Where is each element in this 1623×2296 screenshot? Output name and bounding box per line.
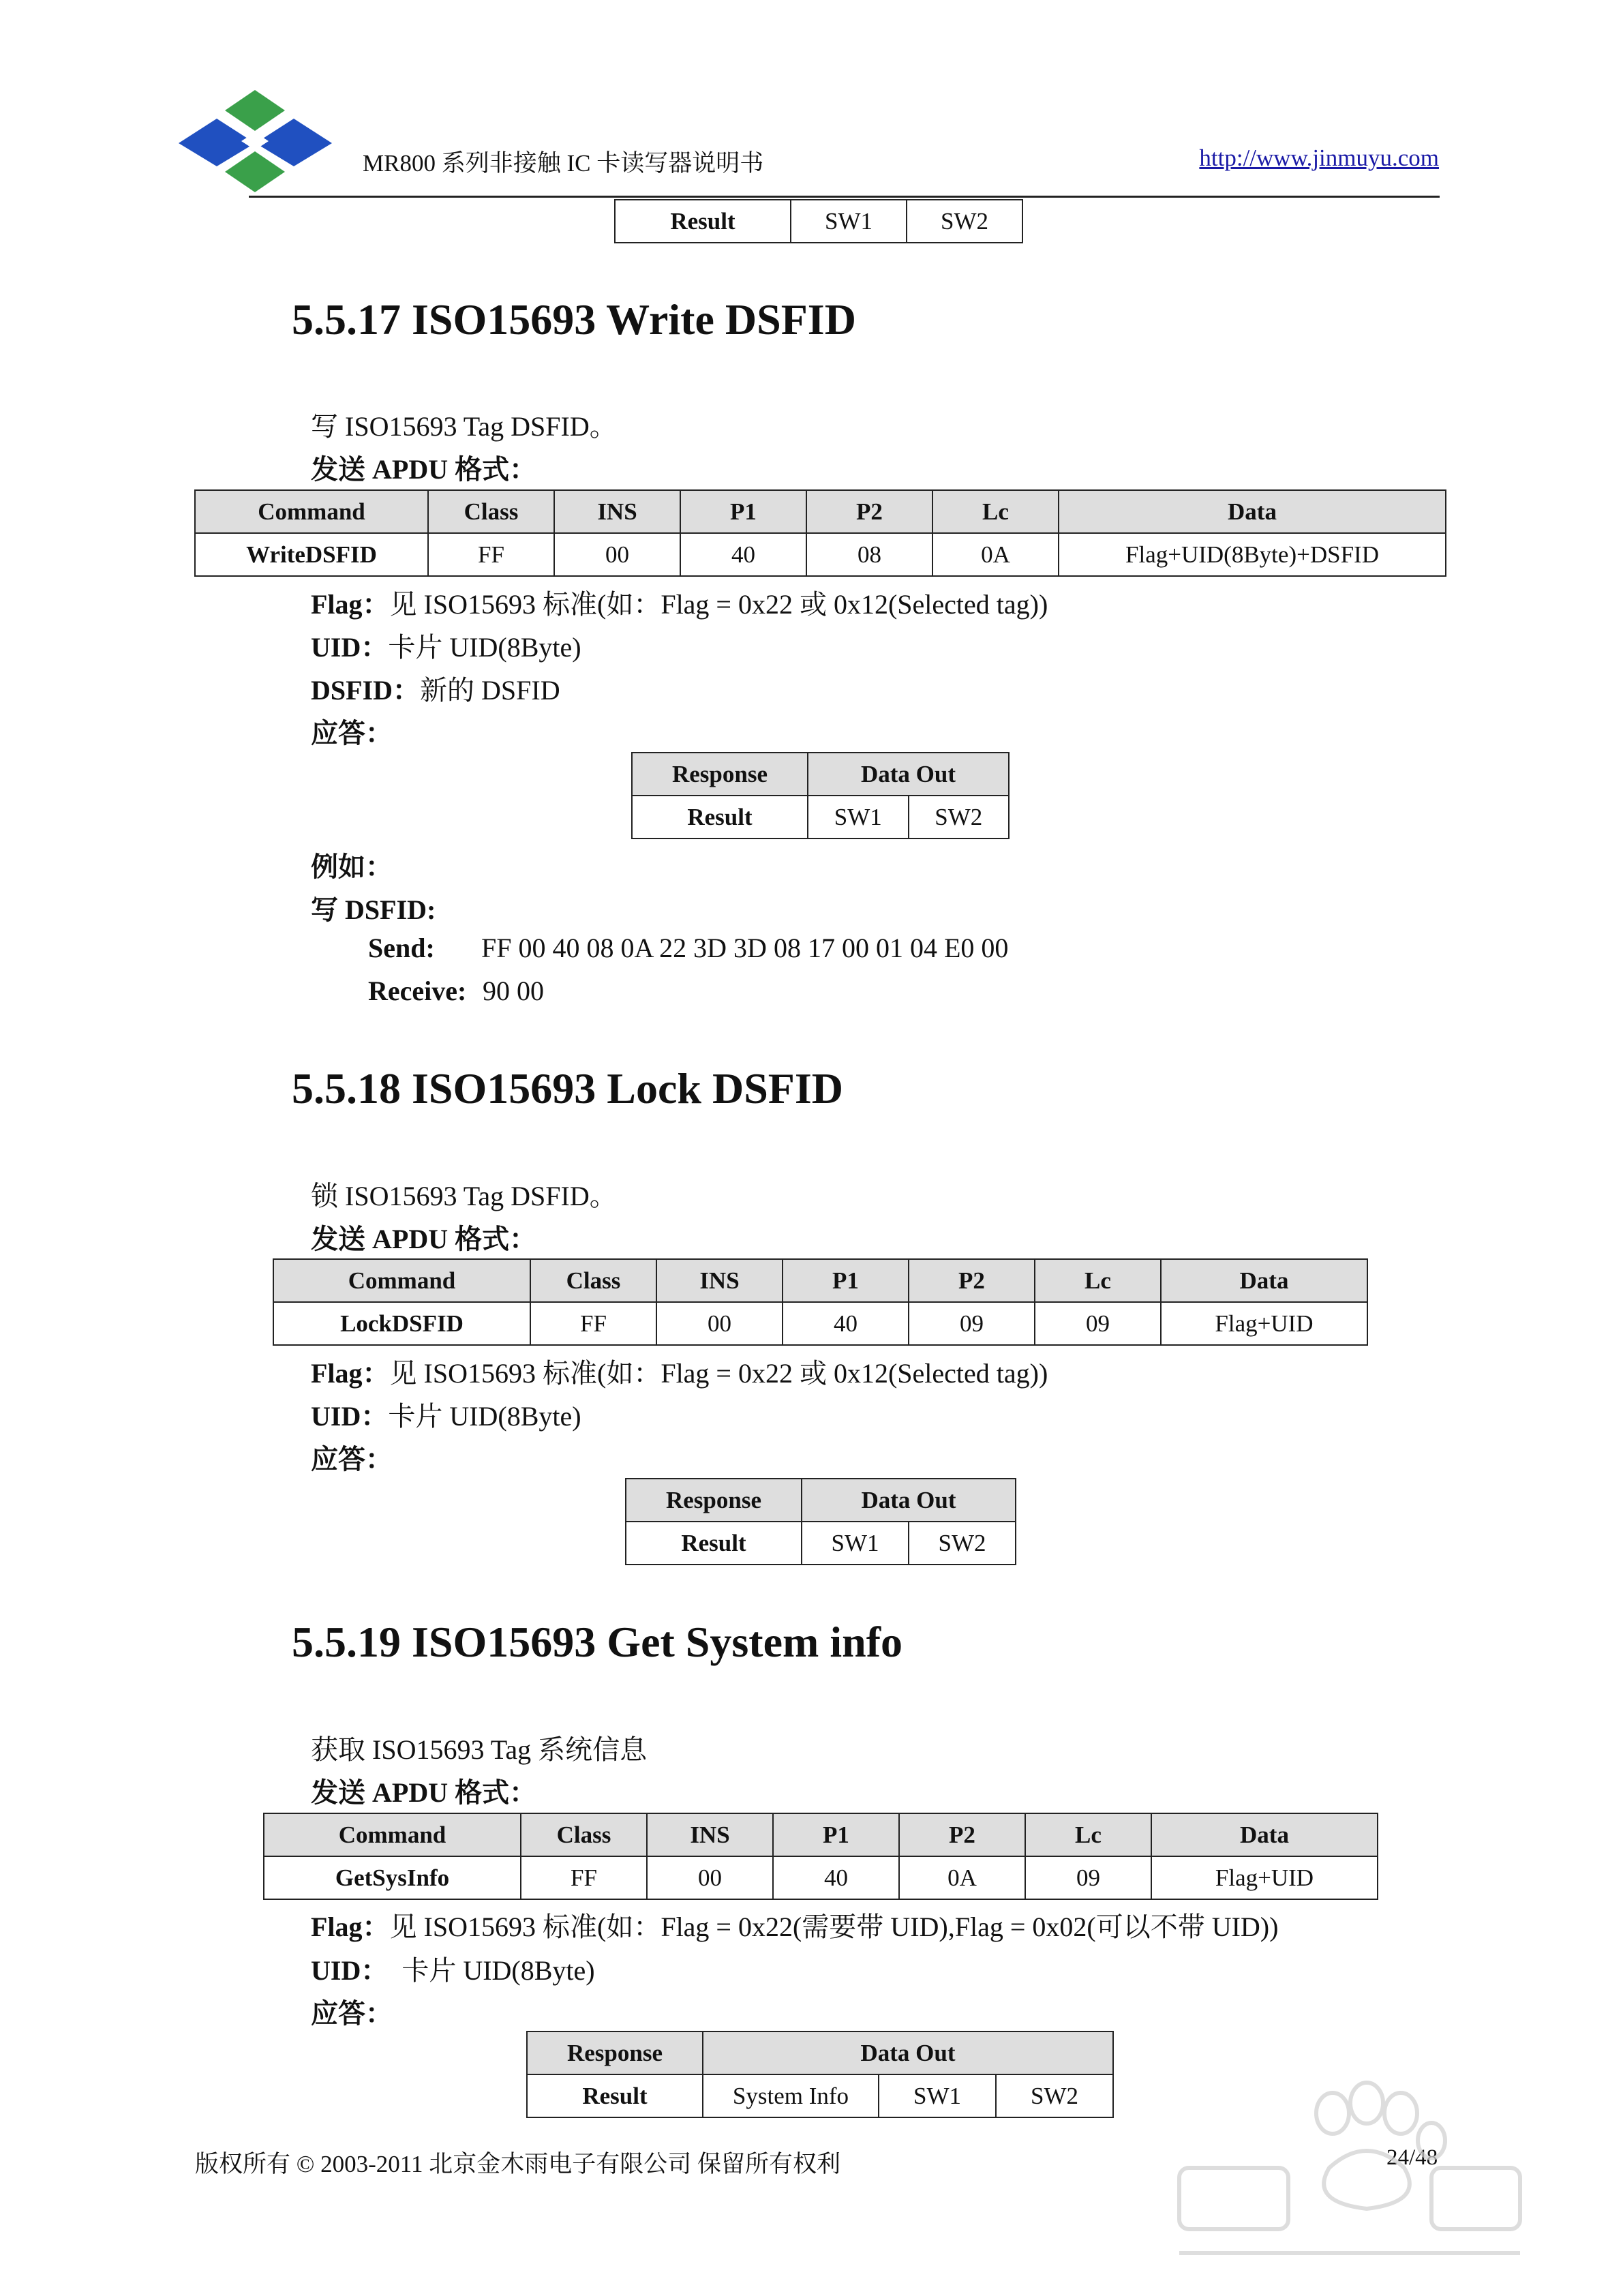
example-label: 例如： — [311, 851, 393, 882]
response-table — [526, 2031, 1114, 2118]
header-rule — [249, 196, 1440, 198]
response-label: 应答： — [311, 1998, 393, 2029]
param-flag: Flag：见 ISO15693 标准(如：Flag = 0x22 或 0x12(Selected tag)) — [311, 1358, 1048, 1389]
column-header: INS — [647, 1813, 773, 1856]
table-cell: 09 — [1035, 1302, 1161, 1345]
send-value: FF 00 40 08 0A 22 3D 3D 08 17 00 01 04 E0 00 — [481, 933, 1009, 963]
table-cell: System Info — [703, 2074, 879, 2117]
column-header: P1 — [773, 1813, 899, 1856]
column-header: Data Out — [703, 2031, 1113, 2074]
table-cell: 0A — [899, 1856, 1025, 1899]
response-table — [625, 1478, 1016, 1565]
column-header: P2 — [899, 1813, 1025, 1856]
table-cell: 40 — [680, 533, 806, 576]
footer-copyright: 版权所有 © 2003-2011 北京金木雨电子有限公司 保留所有权利 — [195, 2151, 840, 2177]
command-table — [263, 1813, 1378, 1900]
column-header: Data Out — [808, 753, 1009, 796]
apdu-label: 发送 APDU 格式： — [311, 454, 537, 485]
table-cell: Result — [626, 1522, 802, 1565]
column-header: P2 — [806, 490, 932, 533]
table-cell: 09 — [909, 1302, 1035, 1345]
table-cell: 00 — [656, 1302, 783, 1345]
param-uid: UID： 卡片 UID(8Byte) — [311, 1955, 595, 1986]
response-label: 应答： — [311, 718, 393, 749]
receive-value: 90 00 — [483, 976, 544, 1006]
table-cell: SW1 — [808, 796, 909, 839]
table-cell: SW1 — [802, 1522, 909, 1565]
table-cell: SW2 — [909, 1522, 1016, 1565]
column-header: Class — [428, 490, 554, 533]
receive-label: Receive: — [368, 976, 467, 1006]
table-cell: SW1 — [879, 2074, 996, 2117]
table-cell: Result — [632, 796, 808, 839]
response-table — [631, 752, 1010, 839]
table-cell: 0A — [932, 533, 1059, 576]
company-logo-icon — [179, 90, 332, 192]
section-heading: 5.5.18 ISO15693 Lock DSFID — [292, 1064, 843, 1113]
param-uid: UID：卡片 UID(8Byte) — [311, 632, 581, 663]
table-cell: GetSysInfo — [264, 1856, 521, 1899]
section-intro: 写 ISO15693 Tag DSFID。 — [311, 411, 617, 442]
table-cell: SW2 — [907, 200, 1022, 243]
response-label: 应答： — [311, 1444, 393, 1475]
column-header: INS — [656, 1259, 783, 1302]
table-cell: SW2 — [909, 796, 1010, 839]
table-cell: Result — [527, 2074, 703, 2117]
column-header: Command — [195, 490, 428, 533]
column-header: Data — [1059, 490, 1446, 533]
column-header: Data Out — [802, 1479, 1016, 1522]
top-response-table — [614, 199, 1023, 243]
section-intro: 锁 ISO15693 Tag DSFID。 — [311, 1181, 617, 1211]
page-number: 24/48 — [1386, 2145, 1438, 2170]
table-cell: 08 — [806, 533, 932, 576]
table-cell: FF — [428, 533, 554, 576]
baidu-watermark-icon — [1159, 2066, 1541, 2270]
column-header: INS — [554, 490, 680, 533]
table-cell: Flag+UID — [1161, 1302, 1367, 1345]
column-header: Lc — [1035, 1259, 1161, 1302]
table-cell: SW2 — [996, 2074, 1113, 2117]
table-cell: FF — [530, 1302, 656, 1345]
apdu-label: 发送 APDU 格式： — [311, 1224, 537, 1254]
command-table — [194, 489, 1446, 577]
apdu-label: 发送 APDU 格式： — [311, 1777, 537, 1808]
table-cell: WriteDSFID — [195, 533, 428, 576]
table-cell: Result — [615, 200, 791, 243]
param-flag: Flag：见 ISO15693 标准(如：Flag = 0x22(需要带 UID),Flag = 0x02(可以不带 UID)) — [311, 1912, 1279, 1942]
column-header: Data — [1161, 1259, 1367, 1302]
column-header: Response — [527, 2031, 703, 2074]
column-header: Class — [530, 1259, 656, 1302]
table-cell: FF — [521, 1856, 647, 1899]
table-cell: 00 — [647, 1856, 773, 1899]
column-header: P2 — [909, 1259, 1035, 1302]
column-header: Response — [632, 753, 808, 796]
command-table — [273, 1258, 1368, 1346]
table-cell: 09 — [1025, 1856, 1151, 1899]
table-cell: 40 — [783, 1302, 909, 1345]
table-cell: Flag+UID(8Byte)+DSFID — [1059, 533, 1446, 576]
param-flag: Flag：见 ISO15693 标准(如：Flag = 0x22 或 0x12(Selected tag)) — [311, 589, 1048, 620]
header-url-link[interactable]: http://www.jinmuyu.com — [1199, 145, 1439, 171]
column-header: Response — [626, 1479, 802, 1522]
table-cell: LockDSFID — [273, 1302, 530, 1345]
section-heading: 5.5.19 ISO15693 Get System info — [292, 1618, 902, 1666]
send-label: Send: — [368, 933, 435, 963]
param-uid: UID：卡片 UID(8Byte) — [311, 1401, 581, 1432]
column-header: Data — [1151, 1813, 1378, 1856]
column-header: P1 — [783, 1259, 909, 1302]
table-cell: SW1 — [791, 200, 907, 243]
example-title: 写 DSFID: — [311, 894, 436, 925]
param-dsfid: DSFID：新的 DSFID — [311, 675, 560, 706]
header-title: MR800 系列非接触 IC 卡读写器说明书 — [363, 150, 764, 177]
column-header: Class — [521, 1813, 647, 1856]
column-header: P1 — [680, 490, 806, 533]
column-header: Command — [273, 1259, 530, 1302]
column-header: Lc — [932, 490, 1059, 533]
table-cell: 00 — [554, 533, 680, 576]
section-heading: 5.5.17 ISO15693 Write DSFID — [292, 295, 856, 344]
table-cell: Flag+UID — [1151, 1856, 1378, 1899]
table-cell: 40 — [773, 1856, 899, 1899]
section-intro: 获取 ISO15693 Tag 系统信息 — [311, 1734, 648, 1765]
column-header: Command — [264, 1813, 521, 1856]
column-header: Lc — [1025, 1813, 1151, 1856]
